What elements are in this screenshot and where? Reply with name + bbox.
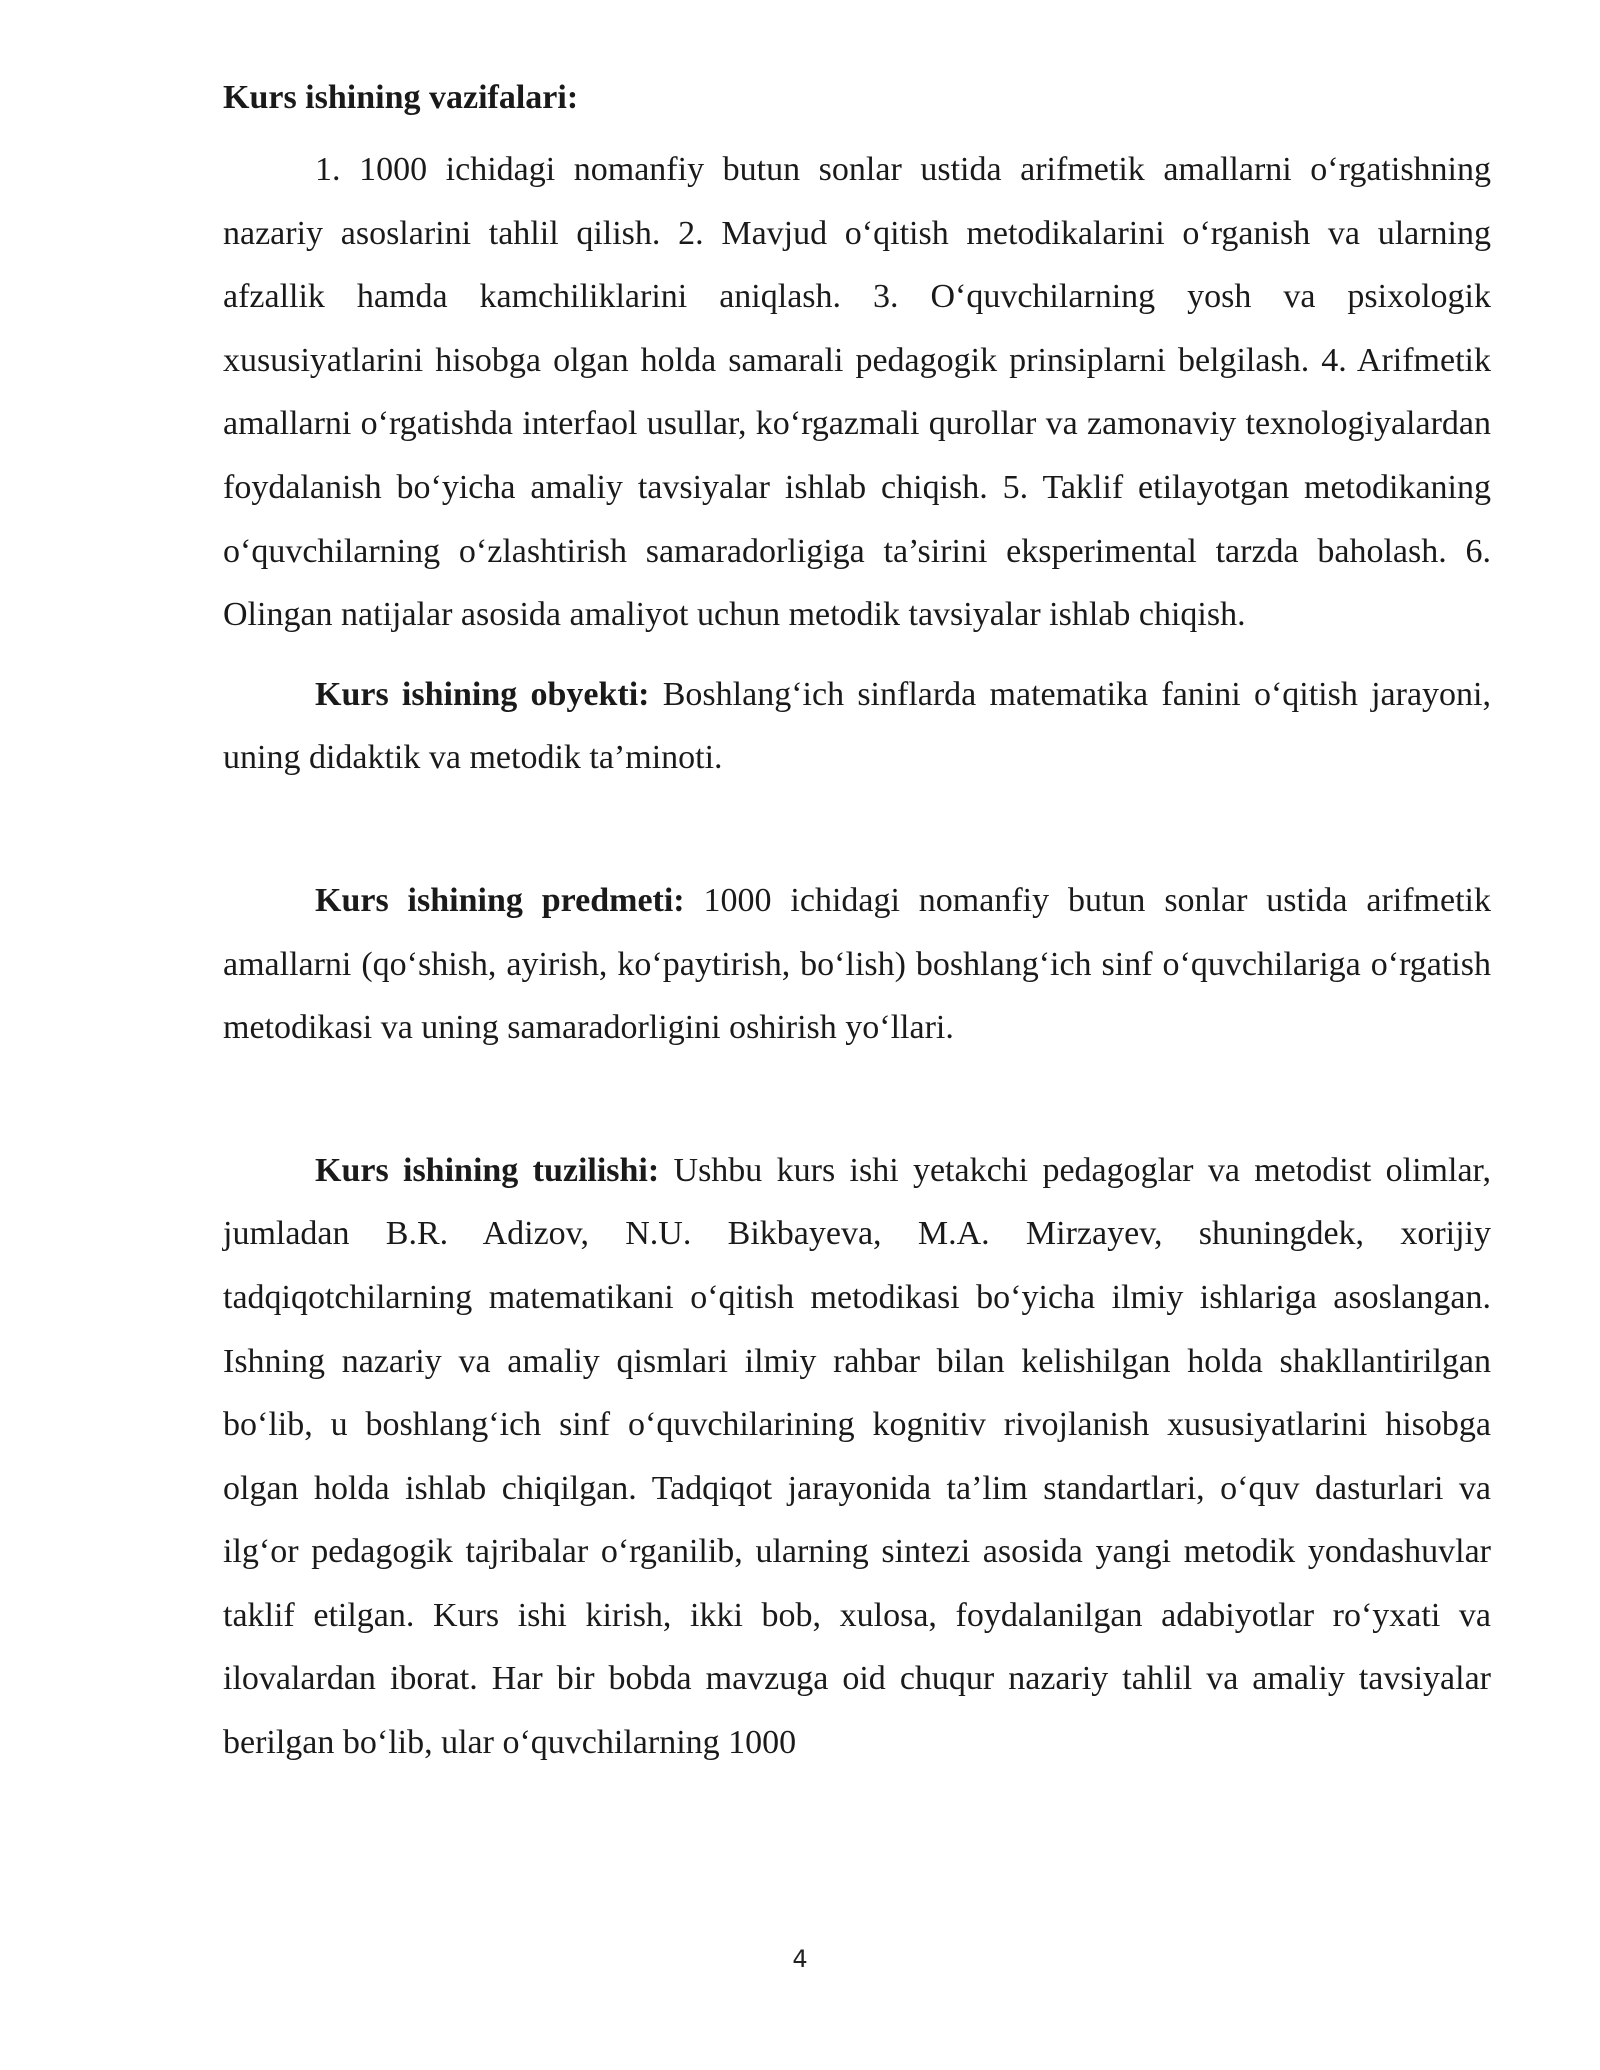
section-heading: Kurs ishining vazifalari: xyxy=(223,79,579,116)
object-paragraph xyxy=(223,663,1491,790)
document-page xyxy=(223,70,1491,1775)
structure-text: Ushbu kurs ishi yetakchi pedagoglar va metodist olimlar, jumladan B.R. Adizov, N.U. Bikbayeva, M.A. Mirzayev, shuningdek, xorijiy tadqiqotchilarning matematikani o‘qitish metodikasi bo‘yicha ilmiy ishlariga asoslangan. Ishning nazariy va amaliy qismlari ilmiy rahbar bilan kelishilgan holda shakllantirilgan bo‘lib, u boshlang‘ich sinf o‘quvchilarining kognitiv rivojlanish xususiyatlarini hisobga olgan holda ishlab chiqilgan. Tadqiqot jarayonida ta’lim standartlari, o‘quv dasturlari va ilg‘or pedagogik tajribalar o‘rganilib, ularning sintezi asosida yangi metodik yondashuvlar taklif etilgan. Kurs ishi kirish, ikki bob, xulosa, foydalanilgan adabiyotlar ro‘yxati va ilovalardan iborat. Har bir bobda mavzuga oid chuqur nazariy tahlil va amaliy tavsiyalar berilgan bo‘lib, ular o‘quvchilarning 1000 xyxy=(223,1151,1491,1762)
structure-paragraph xyxy=(223,1139,1491,1775)
page-number: 4 xyxy=(792,1945,808,1973)
paragraph-spacer xyxy=(223,1060,1491,1139)
subject-label: Kurs ishining predmeti: xyxy=(315,881,685,919)
structure-label: Kurs ishining tuzilishi: xyxy=(315,1151,660,1189)
tasks-paragraph: 1. 1000 ichidagi nomanfiy butun sonlar ustida arifmetik amallarni o‘rgatishning nazariy asoslarini tahlil qilish. 2. Mavjud o‘qitish metodikalarini o‘rganish va ularning afzallik hamda kamchiliklarini aniqlash. 3. O‘quvchilarning yosh va psixologik xususiyatlarini hisobga olgan holda samarali pedagogik prinsiplarni belgilash. 4. Arifmetik amallarni o‘rgatishda interfaol usullar, ko‘rgazmali qurollar va zamonaviy texnologiyalardan foydalanish bo‘yicha amaliy tavsiyalar ishlab chiqish. 5. Taklif etilayotgan metodikaning o‘quvchilarning o‘zlashtirish samaradorligiga ta’sirini eksperimental tarzda baholash. 6. Olingan natijalar asosida amaliyot uchun metodik tavsiyalar ishlab chiqish. xyxy=(223,151,1491,634)
subject-paragraph xyxy=(223,869,1491,1060)
object-label: Kurs ishining obyekti: xyxy=(315,675,650,713)
paragraph-spacer xyxy=(223,647,1491,663)
paragraph-spacer xyxy=(223,790,1491,869)
subject-text: 1000 ichidagi nomanfiy butun sonlar ustida arifmetik amallarni (qo‘shish, ayirish, ko‘paytirish, bo‘lish) boshlang‘ich sinf o‘quvchilariga o‘rgatish metodikasi va uning samaradorligini oshirish yo‘llari. xyxy=(223,881,1491,1047)
object-text: Boshlang‘ich sinflarda matematika fanini o‘qitish jarayoni, uning didaktik va metodik ta’minoti. xyxy=(223,675,1491,777)
